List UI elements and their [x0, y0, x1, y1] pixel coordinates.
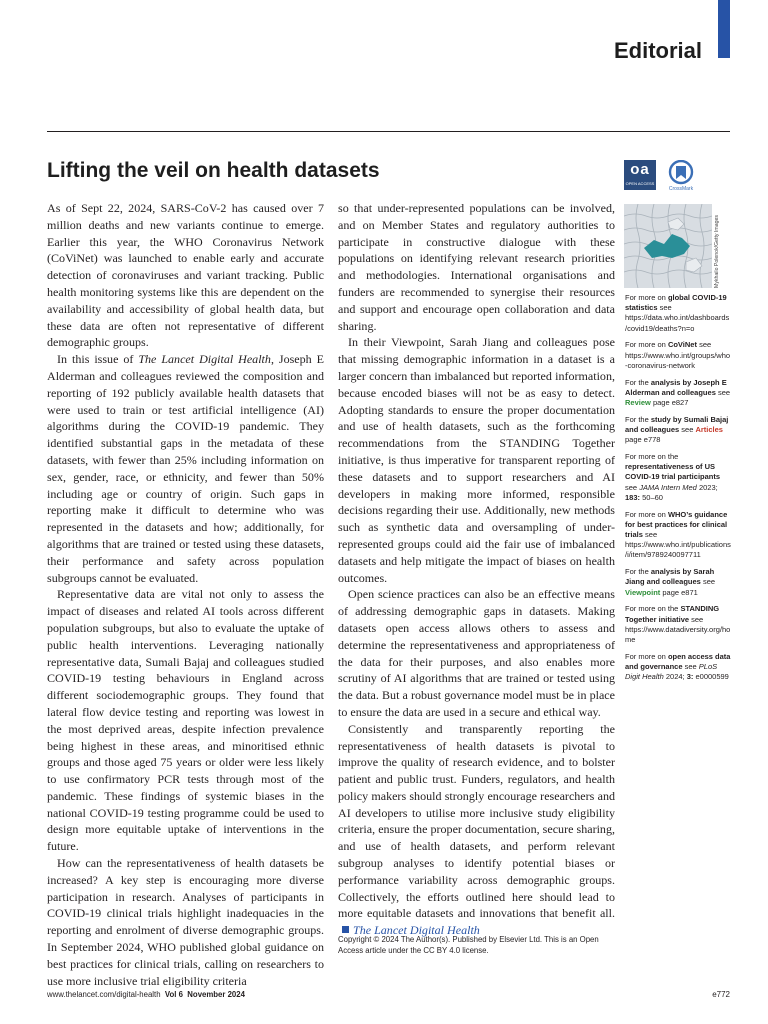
text-run: For more on — [625, 509, 668, 519]
text-run: page e778 — [625, 435, 661, 445]
paragraph: How can the representativeness of health datasets be increased? A key step is encouraging more diverse participation in research. Analyses of participants in COVID-19 clinical trials highlight inadequacies in the reporting and enrolment of diverse demographic groups. In September 2024, WHO published global guidance on best practices for clinical trials, calling on researchers to use more inclusive trial eligibility criteria — [47, 856, 324, 988]
puzzle-image — [624, 204, 712, 288]
section-link[interactable]: Review — [625, 398, 651, 408]
crossmark-icon — [664, 160, 698, 186]
sidebar-note — [625, 604, 731, 645]
text-run: , Joseph E Alderman and colleagues reviewed the composition and reporting of 192 publicly available health datasets that were used to train or test artificial intelligence (AI) algorithms during the COVID-19 pandemic. They identified substantial gaps in the metadata of these datasets, with fewer than 25% including information on sex, gender, race, or ethnicity, and fewer than 50% including age or country of origin. Such gaps in reporting make it difficult to determine who was represented in the datasets and how; additionally, for algorithms that are trained or tested using these datasets, their performance and safety across population subgroups cannot be evaluated. — [47, 352, 324, 585]
note-topic: study by Sumali Bajaj and colleagues — [625, 414, 729, 435]
crossmark-label: CrossMark — [668, 186, 694, 192]
sidebar-note — [625, 340, 731, 371]
text-run: For more on the — [625, 452, 679, 462]
signature: The Lancet Digital Health — [353, 923, 480, 938]
note-link[interactable]: see https://www.datadiversity.org/home — [625, 614, 731, 645]
section-link[interactable]: Viewpoint — [625, 587, 661, 597]
text-run: For more on — [625, 340, 668, 350]
text-run: e0000599 — [693, 672, 729, 682]
volume-label: Vol 6 — [164, 990, 183, 999]
note-topic: analysis by Joseph E Alderman and colleagues — [625, 377, 727, 397]
crossmark-badge[interactable] — [664, 160, 698, 194]
paragraph: so that under-represented populations can be involved, and on Member States and regulatory authorities to participate in constructive dialogue with these populations on identifying relevant research priorities and methodologies. International organisations and funders are recommended to synergise their resources and support and encourage open collaboration and data sharing. — [338, 201, 615, 333]
paragraph: Open science practices can also be an effective means of addressing demographic gaps in datasets. Making datasets open access allows others to assess and determine the representativeness and appropriateness of the data for their purposes, and also enables more scrutiny of AI algorithms that are trained or tested using the data. But a robust governance model must be in place to ensure the data are used in a secure and ethical way. — [338, 587, 615, 719]
issue-date: November 2024 — [187, 990, 245, 999]
paragraph: In their Viewpoint, Sarah Jiang and colleagues pose that missing demographic information in a dataset is a larger concern than imbalanced but reported information, because encoded biases will not be as easy to detect. Adopting standards to ensure the proper documentation and use of health datasets, such as the forthcoming recommendations from the STANDING Together initiative, is thus imperative for transparent reporting of these datasets and to support researchers and AI developers in making more informed, responsible decisions regarding their use. Additionally, new methods such as synthetic data and oversampling of under-represented groups could aid the fair use of imbalanced datasets and help mitigate the impact of biases on health outcomes. — [338, 335, 615, 585]
note-topic: WHO’s guidance for best practices for clinical trials — [625, 509, 728, 540]
text-run: For more on — [625, 293, 668, 302]
open-access-badge[interactable] — [624, 160, 656, 190]
text-run: For more on the — [625, 604, 681, 614]
paragraph — [47, 351, 324, 586]
text-run: page e827 — [650, 398, 689, 408]
section-label: Editorial — [613, 38, 702, 63]
header-accent-bar — [718, 0, 730, 58]
sidebar-note — [625, 452, 731, 503]
image-credit: Mykhailo Polenok/Getty Images — [714, 215, 720, 288]
note-topic: analysis by Sarah Jiang and colleagues — [625, 567, 715, 587]
section-link[interactable]: Articles — [695, 425, 723, 435]
puzzle-picture-icon — [624, 204, 712, 288]
text-run: 2023; — [696, 482, 718, 492]
note-link[interactable]: see https://www.who.int/publications/i/item/9789240097711 — [625, 530, 731, 560]
sidebar-note — [625, 293, 731, 334]
paragraph: Representative data are vital not only to assess the impact of diseases and related AI tools across different population subgroups, but also to evaluate the uptake of public health interventions. Leveraging nationally representative data, Sumali Bajaj and colleagues studied COVID-19 testing behaviours in England across different sociodemographic groups. They found that lateral flow device testing and reporting was lowest in the most deprived areas, despite infection prevalence being highest in these areas, and minoritised ethnic groups and those aged 75 years or older were less likely to use confirmatory PCR tests through most of the pandemic. These findings of systemic biases in the national COVID-19 testing programme could be used to design more equitable uptake of interventions in the future. — [47, 587, 324, 854]
note-topic: open access data and governance — [625, 651, 731, 672]
body-column-2 — [338, 200, 615, 939]
journal-abbrev: JAMA Intern Med — [639, 482, 697, 492]
text-run: For the — [625, 414, 651, 424]
text-run: For the — [625, 377, 651, 387]
page-number: e772 — [712, 990, 730, 999]
note-topic: CoViNet — [667, 340, 697, 350]
sidebar-note — [625, 378, 731, 409]
paragraph: As of Sept 22, 2024, SARS-CoV-2 has caused over 7 million deaths and new variants continue to emerge. Earlier this year, the WHO Coronavirus Network (CoViNet) was launched to enable early and accurate detection of coronaviruses and variant tracking. Public health monitoring systems like this are dependent on the availability and accessibility of global health data, but these data are often not representative of different demographic groups. — [47, 201, 324, 350]
note-topic: STANDING Together initiative — [625, 604, 720, 624]
article-title: Lifting the veil on health datasets — [47, 159, 380, 182]
sidebar-note — [625, 510, 731, 561]
sidebar-note — [625, 415, 731, 446]
text-run: In this issue of — [57, 352, 139, 367]
sidebar-note — [625, 567, 731, 598]
note-link[interactable]: see https://www.who.int/groups/who-coronavirus-network — [625, 340, 731, 370]
text-run: page e871 — [660, 587, 698, 597]
text-run: 50–60 — [640, 492, 663, 502]
note-topic: representativeness of US COVID-19 trial participants — [625, 462, 721, 482]
body-column-1 — [47, 200, 324, 989]
end-mark-icon — [342, 926, 349, 933]
header-rule — [47, 131, 730, 132]
text-run: For more on — [625, 651, 668, 661]
text-run: see — [715, 387, 731, 397]
text-run: Consistently and transparently reporting the representativeness of health datasets is pivotal to improve the quality of research evidence, and to bolster patient and public trust. Funders, regulators, and health policy makers should strongly encourage researchers and AI developers to utilise more inclusive study eligibility criteria, ensure the proper documentation, secure sharing, and use of health datasets, and perform relevant subgroup analyses to identify potential biases or performance variability across demographic groups. Collectively, the efforts outlined here should lead to more equitable datasets and innovations that benefit all. — [338, 721, 615, 921]
volume-number: 3: — [686, 672, 694, 682]
oa-letters: oa — [630, 161, 650, 178]
journal-url[interactable]: www.thelancet.com/digital-health — [47, 990, 161, 999]
text-run: For the — [625, 567, 651, 577]
paragraph — [338, 721, 615, 939]
oa-sublabel: OPEN ACCESS — [625, 181, 655, 186]
badges — [624, 160, 724, 194]
text-run: 2024; — [663, 672, 687, 682]
note-topic: global COVID-19 statistics — [625, 293, 727, 313]
text-run: see — [700, 577, 716, 587]
journal-name: The Lancet Digital Health — [138, 352, 271, 367]
sidebar-note — [625, 652, 731, 683]
text-run: see — [625, 482, 640, 492]
journal-abbrev: PLoS Digit Health — [625, 662, 718, 682]
text-run: see — [679, 425, 696, 435]
note-link[interactable]: see https://data.who.int/dashboards/covid19/deaths?n=o — [625, 303, 730, 333]
sidebar-notes — [625, 293, 731, 689]
volume-number: 183: — [625, 492, 641, 502]
copyright-notice: Copyright © 2024 The Author(s). Published by Elsevier Ltd. This is an Open Access article under the CC BY 4.0 license. — [338, 935, 599, 955]
text-run: see — [682, 662, 699, 672]
page-footer — [47, 990, 245, 999]
